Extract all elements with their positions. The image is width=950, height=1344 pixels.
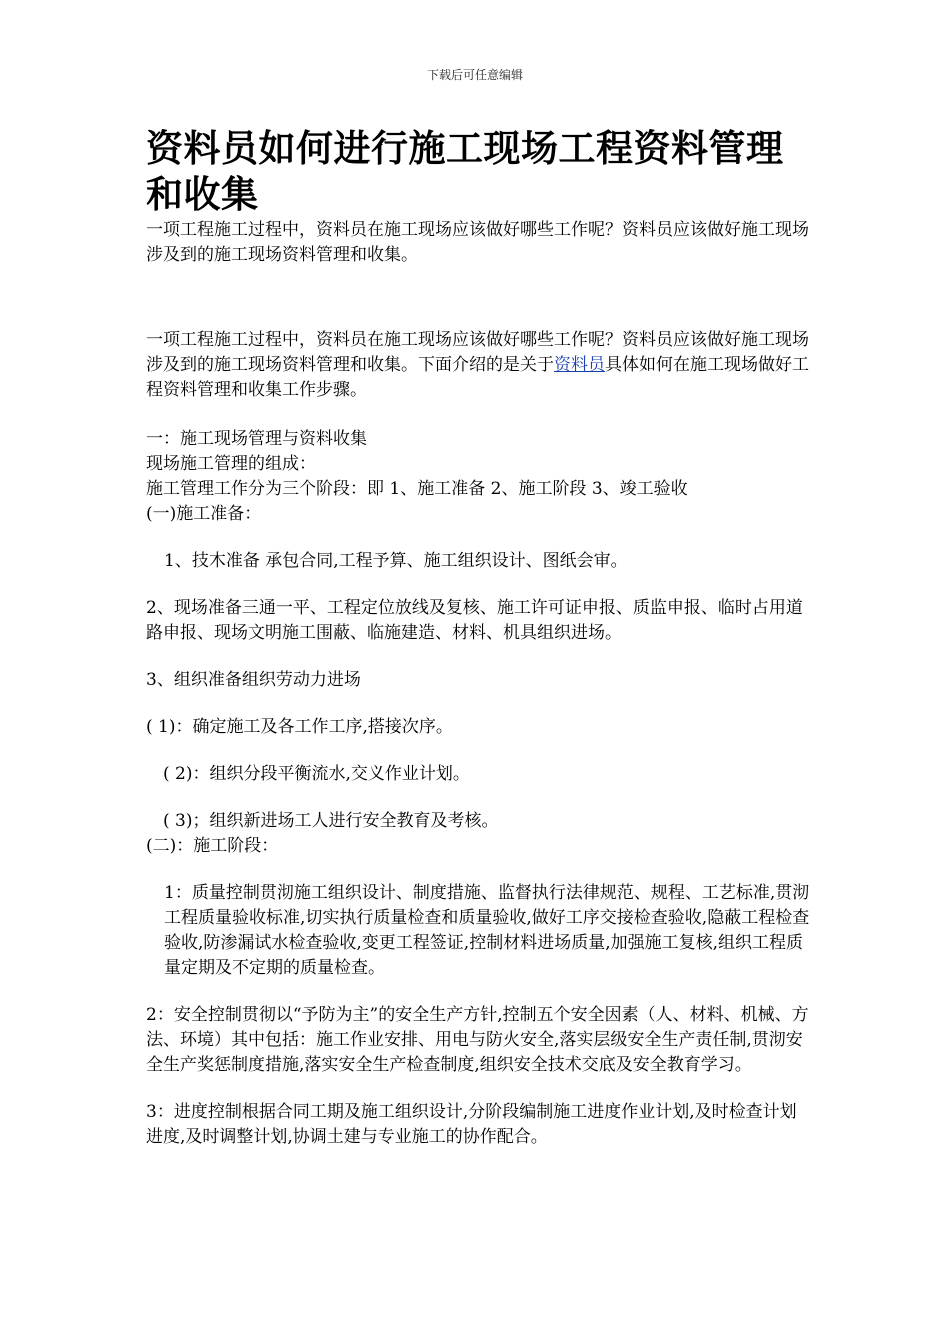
prep-item-technical: 1、技木准备 承包合同,工程予算、施工组织设计、图纸会审。 [164,551,628,571]
prep-item-organization: 3、组织准备组织劳动力进场 [146,670,361,690]
summary-paragraph: 一项工程施工过程中，资料员在施工现场应该做好哪些工作呢？资料员应该做好施工现场涉及到的施工现场资料管理和收集。 [146,220,809,265]
prep-subitem-1: ( 1)：确定施工及各工作工序,搭接次序。 [146,717,453,737]
section1-heading: 一：施工现场管理与资料收集 [146,429,367,449]
section1-line2: 施工管理工作分为三个阶段：即 1、施工准备 2、施工阶段 3、竣工验收 [146,479,688,499]
intro-text-after-link: 具体如何在施工现场做好工程资料管理和收集工作步骤。 [146,355,809,400]
section1-line1: 现场施工管理的组成： [146,454,316,474]
intro-paragraph [146,328,811,403]
construction-item-safety: 2：安全控制贯彻以“予防为主”的安全生产方针,控制五个安全因素（人、材料、机械、方法、环境）其中包括：施工作业安排、用电与防火安全,落实层级安全生产责任制,贯沏安全生产奖惩制度措施,落实安全生产检查制度,组织安全技术交底及安全教育学习。 [146,1005,809,1075]
prep-item-site: 2、现场准备三通一平、工程定位放线及复核、施工许可证申报、质监申报、临时占用道路申报、现场文明施工围蔽、临施建造、材料、机具组织进场。 [146,598,803,643]
document-content [146,126,811,1150]
prep-subitem-3: ( 3)；组织新进场工人进行安全教育及考核。 [163,811,499,831]
construction-item-quality: 1：质量控制贯沏施工组织设计、制度措施、监督执行法律规范、规程、工艺标准,贯沏工程质量验收标准,切实执行质量检查和质量验收,做好工序交接检查验收,隐蔽工程检查验收,防渗漏试水检查验收,变更工程签证,控制材料进场质量,加强施工复核,组织工程质量定期及不定期的质量检查。 [164,883,810,978]
section2-heading: (二)：施工阶段： [146,836,279,856]
page-header-note: 下载后可任意编辑 [426,68,523,82]
intro-text-before-link: 一项工程施工过程中，资料员在施工现场应该做好哪些工作呢？资料员应该做好施工现场涉及到的施工现场资料管理和收集。下面介绍的是关于 [146,330,809,375]
document-title: 资料员如何进行施工现场工程资料管理和收集 [146,127,784,216]
construction-item-schedule: 3：进度控制根据合同工期及施工组织设计,分阶段编制施工进度作业计划,及时检查计划进度,及时调整计划,协调土建与专业施工的协作配合。 [146,1102,797,1147]
section1-sub-heading: (一)施工准备： [146,504,262,524]
zlyuan-link[interactable]: 资料员 [554,355,605,375]
prep-subitem-2: ( 2)：组织分段平衡流水,交义作业计划。 [163,764,470,784]
